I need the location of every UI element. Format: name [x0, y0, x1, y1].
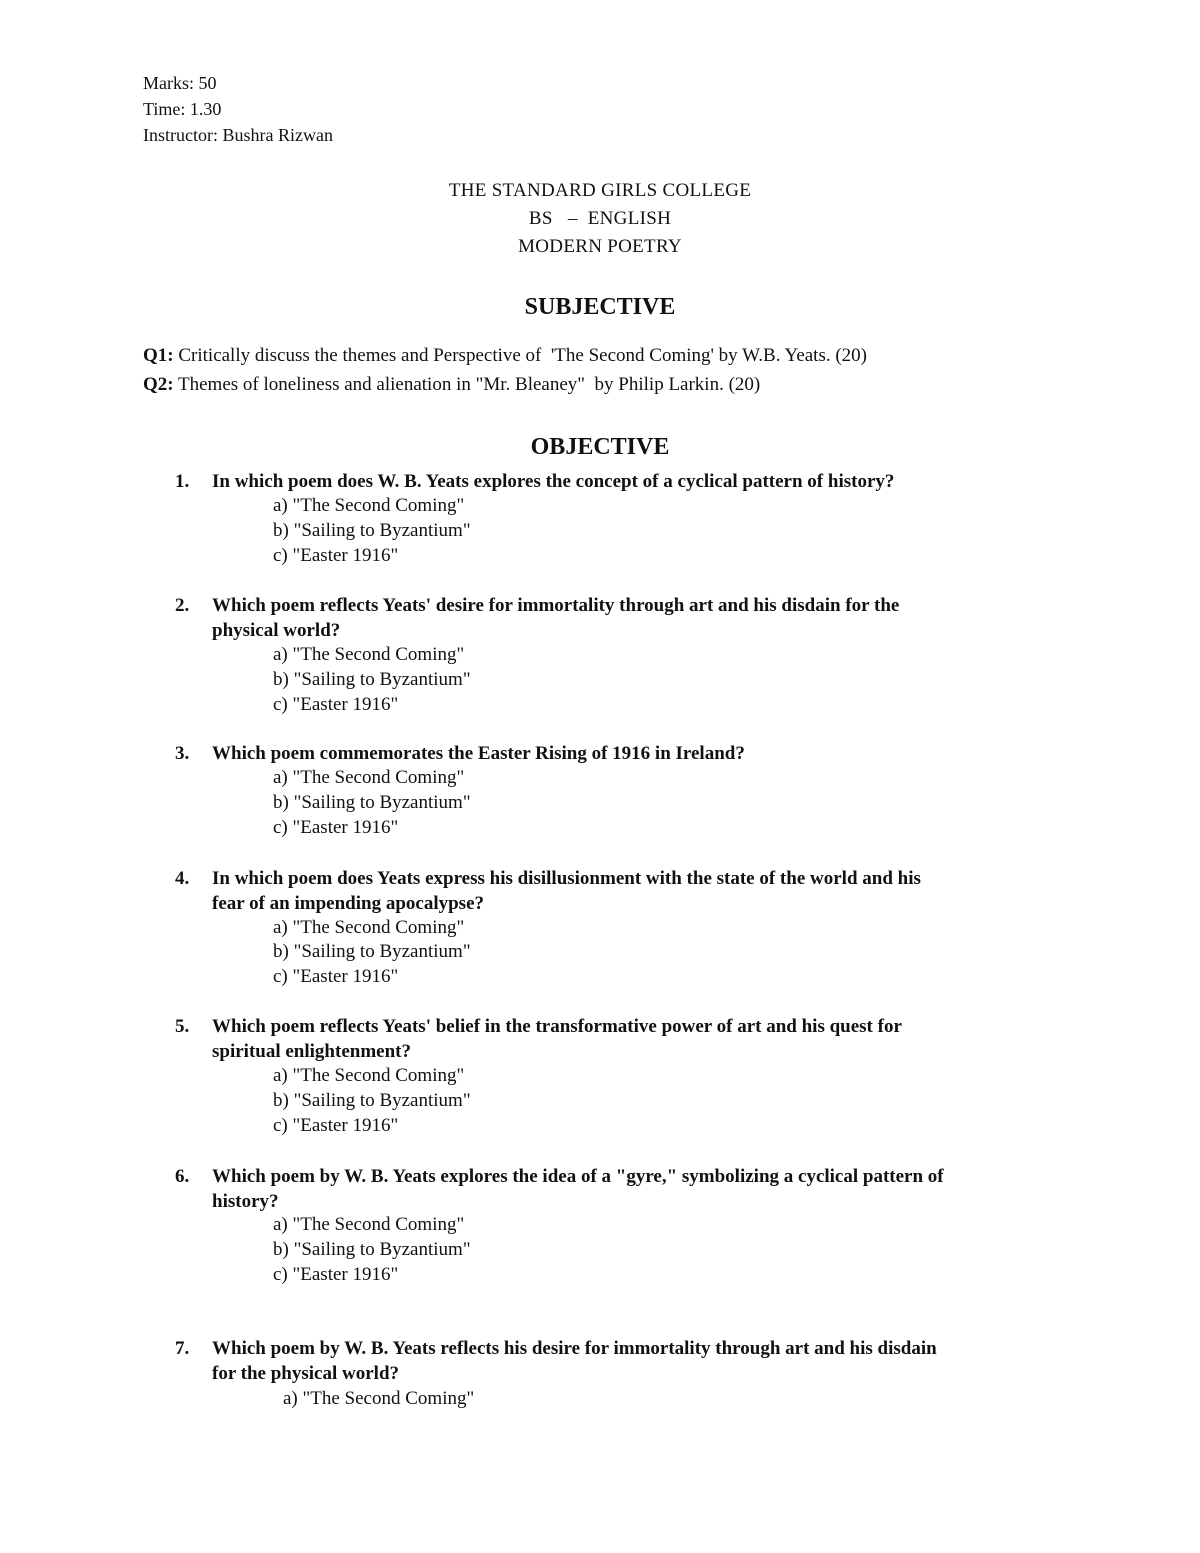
question-label: Q1: — [143, 345, 174, 366]
question-text: Critically discuss the themes and Perspective of 'The Second Coming' by W.B. Yeats. (20) — [173, 345, 868, 366]
objective-heading: OBJECTIVE — [530, 434, 670, 460]
question-number: 3. — [175, 743, 190, 764]
option-a: a) "The Second Coming" — [273, 495, 465, 516]
question-text-line: history? — [212, 1191, 279, 1212]
marks-line: Marks: 50 — [143, 73, 217, 93]
option-b: b) "Sailing to Byzantium" — [273, 1239, 471, 1260]
option-c: c) "Easter 1916" — [273, 1264, 399, 1285]
option-a: a) "The Second Coming" — [273, 917, 465, 938]
option-a: a) "The Second Coming" — [273, 1214, 465, 1235]
option-b: b) "Sailing to Byzantium" — [273, 1090, 471, 1111]
option-b: b) "Sailing to Byzantium" — [273, 792, 471, 813]
time-line: Time: 1.30 — [143, 99, 222, 119]
question-number: 6. — [175, 1166, 190, 1187]
option-a: a) "The Second Coming" — [283, 1388, 475, 1409]
instructor-line: Instructor: Bushra Rizwan — [143, 125, 333, 145]
question-number: 7. — [175, 1338, 190, 1359]
subjective-question-1 — [143, 345, 867, 367]
option-b: b) "Sailing to Byzantium" — [273, 941, 471, 962]
question-text-line: for the physical world? — [212, 1363, 400, 1384]
option-a: a) "The Second Coming" — [273, 1065, 465, 1086]
question-text-line: Which poem by W. B. Yeats reflects his desire for immortality through art and his disdain — [212, 1338, 937, 1359]
question-text-line: physical world? — [212, 620, 341, 641]
question-label: Q2: — [143, 374, 174, 395]
subjective-question-2 — [143, 374, 760, 396]
question-text: Themes of loneliness and alienation in "Mr. Bleaney" by Philip Larkin. (20) — [173, 374, 761, 395]
question-number: 2. — [175, 595, 190, 616]
question-text-line: Which poem reflects Yeats' desire for immortality through art and his disdain for the — [212, 595, 900, 616]
question-text-line: In which poem does Yeats express his disillusionment with the state of the world and his — [212, 868, 921, 889]
question-text-line: spiritual enlightenment? — [212, 1041, 411, 1062]
option-b: b) "Sailing to Byzantium" — [273, 669, 471, 690]
option-c: c) "Easter 1916" — [273, 966, 399, 987]
option-a: a) "The Second Coming" — [273, 767, 465, 788]
question-text-line: Which poem reflects Yeats' belief in the transformative power of art and his quest for — [212, 1016, 902, 1037]
course-name: MODERN POETRY — [518, 236, 682, 257]
question-number: 4. — [175, 868, 190, 889]
question-text-line: Which poem by W. B. Yeats explores the idea of a "gyre," symbolizing a cyclical pattern of — [212, 1166, 944, 1187]
question-text-line: Which poem commemorates the Easter Rising of 1916 in Ireland? — [212, 743, 745, 764]
option-c: c) "Easter 1916" — [273, 694, 399, 715]
question-number: 5. — [175, 1016, 190, 1037]
option-a: a) "The Second Coming" — [273, 644, 465, 665]
option-b: b) "Sailing to Byzantium" — [273, 520, 471, 541]
option-c: c) "Easter 1916" — [273, 1115, 399, 1136]
option-c: c) "Easter 1916" — [273, 817, 399, 838]
question-text-line: fear of an impending apocalypse? — [212, 893, 485, 914]
subjective-heading: SUBJECTIVE — [524, 294, 676, 320]
program-name: BS – ENGLISH — [528, 208, 672, 229]
question-text-line: In which poem does W. B. Yeats explores the concept of a cyclical pattern of history? — [212, 471, 895, 492]
option-c: c) "Easter 1916" — [273, 545, 399, 566]
question-number: 1. — [175, 471, 190, 492]
college-name: THE STANDARD GIRLS COLLEGE — [448, 180, 752, 201]
